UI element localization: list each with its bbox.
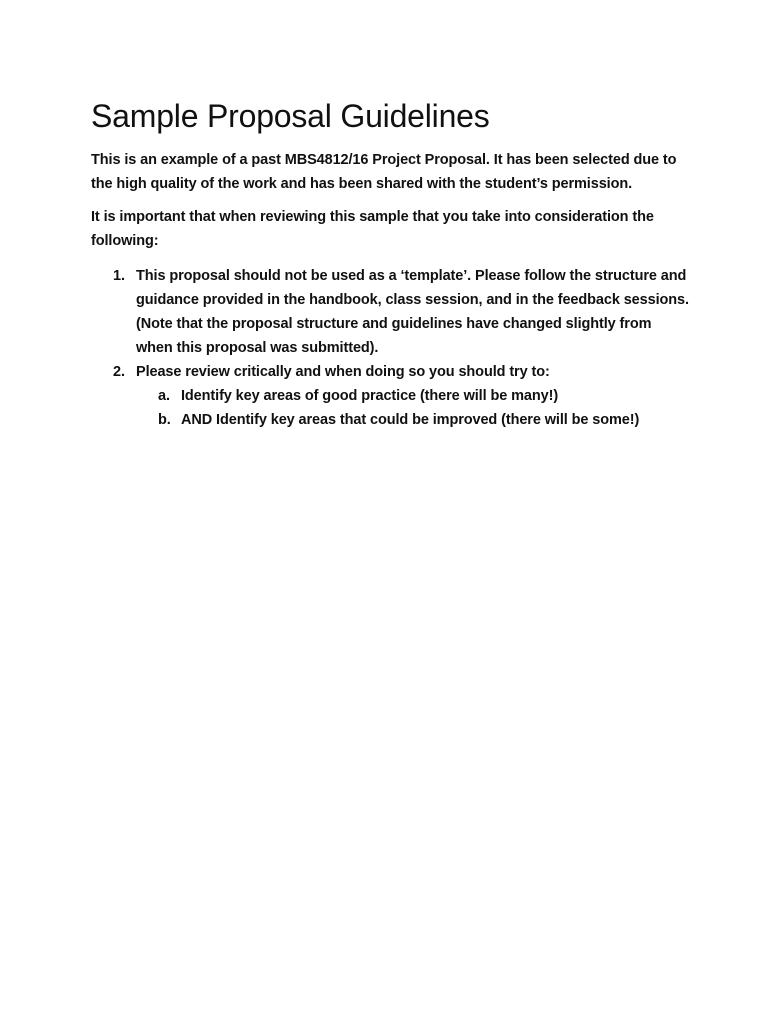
sublist-item-letter: b. bbox=[158, 412, 171, 428]
list-item-text: Please review critically and when doing so you should try to: bbox=[136, 364, 550, 380]
consideration-paragraph: It is important that when reviewing this sample that you take into consideration the following: bbox=[91, 209, 654, 249]
sublist-item-letter: a. bbox=[158, 388, 170, 404]
list-item-number: 2. bbox=[113, 364, 125, 380]
review-sublist bbox=[136, 384, 691, 432]
intro-paragraph: This is an example of a past MBS4812/16 Project Proposal. It has been selected due to the high quality of the work and has been shared with the student’s permission. bbox=[91, 152, 677, 192]
list-item bbox=[91, 264, 691, 360]
sublist-item bbox=[136, 408, 691, 432]
sublist-item-text: Identify key areas of good practice (there will be many!) bbox=[181, 388, 559, 404]
sublist-item bbox=[136, 384, 691, 408]
list-item bbox=[91, 360, 691, 432]
list-item-number: 1. bbox=[113, 268, 125, 284]
list-item-text: This proposal should not be used as a ‘template’. Please follow the structure and guidance provided in the handbook, class session, and in the feedback sessions. (Note that the proposal structure and guidelines have changed slightly from when this proposal was submitted). bbox=[136, 268, 689, 356]
guidelines-list bbox=[91, 264, 691, 432]
document-content bbox=[91, 96, 691, 432]
document-title: Sample Proposal Guidelines bbox=[91, 98, 490, 134]
sublist-item-text: AND Identify key areas that could be improved (there will be some!) bbox=[181, 412, 640, 428]
